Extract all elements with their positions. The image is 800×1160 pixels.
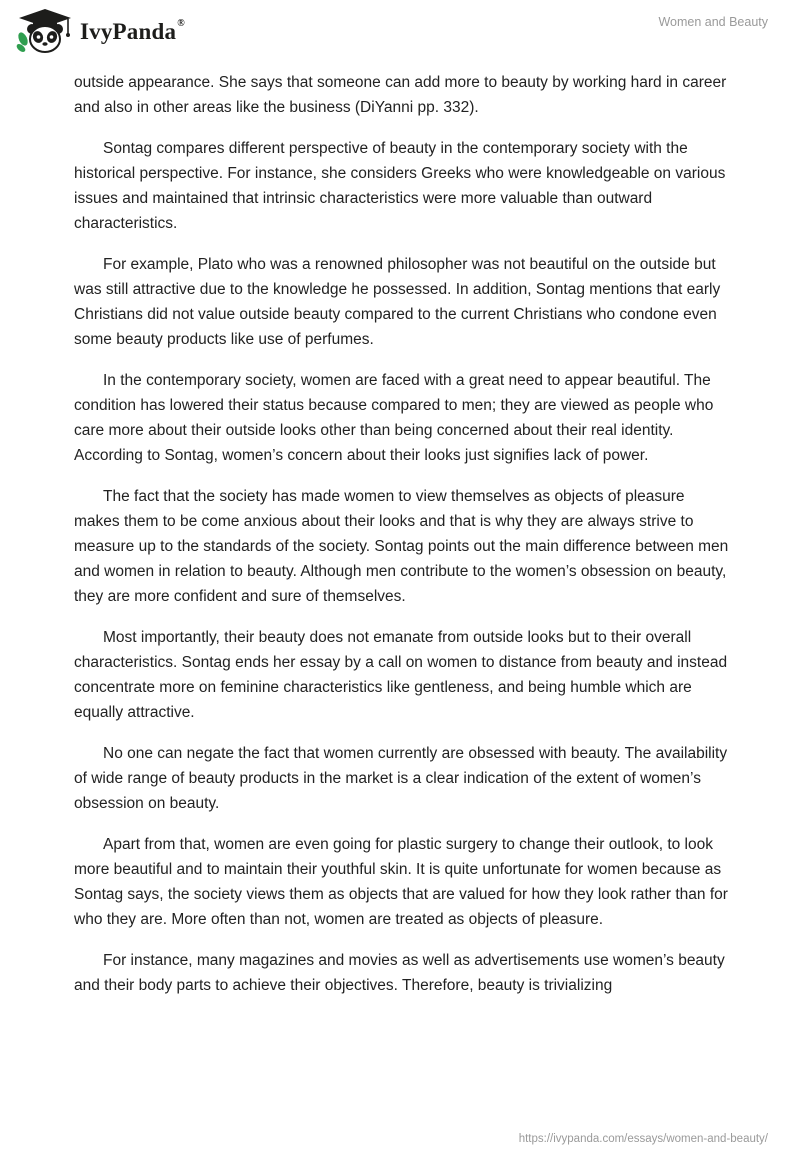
paragraph: No one can negate the fact that women currently are obsessed with beauty. The availability of wide range of beauty products in the market is a clear indication of the extent of women’s obsession on beauty.: [74, 745, 728, 812]
paragraph: For example, Plato who was a renowned philosopher was not beautiful on the outside but was still attractive due to the knowledge he possessed. In addition, Sontag mentions that early Christians did not value outside beauty compared to the current Christians who condone even some beauty products like use of perfumes.: [74, 256, 721, 348]
paragraph-continuation: outside appearance. She says that someone can add more to beauty by working hard in career and also in other areas like the business (DiYanni pp. 332).: [74, 74, 727, 116]
paragraph: For instance, many magazines and movies as well as advertisements use women’s beauty and their body parts to achieve their objectives. Therefore, beauty is trivializing: [74, 952, 725, 994]
paragraph: Apart from that, women are even going for plastic surgery to change their outlook, to look more beautiful and to maintain their youthful skin. It is quite unfortunate for women because as Sontag says, the society views them as objects that are valued for how they look rather than for who they are. More often than not, women are treated as objects of pleasure.: [74, 836, 728, 928]
page-header: [0, 0, 800, 70]
paragraph: The fact that the society has made women to view themselves as objects of pleasure makes them to be come anxious about their looks and that is why they are always strive to measure up to the standards of the society. Sontag points out the main difference between men and women in relation to beauty. Although men contribute to the women’s obsession on beauty, they are more confident and sure of themselves.: [74, 488, 729, 605]
brand-wordmark: IvyPanda®: [80, 18, 185, 44]
essay-body: [74, 70, 734, 1014]
paragraph: In the contemporary society, women are faced with a great need to appear beautiful. The condition has lowered their status because compared to men; they are viewed as people who care more about their outside looks other than being concerned about their real identity. According to Sontag, women’s concern about their looks just signifies lack of power.: [74, 372, 714, 464]
ivypanda-logo[interactable]: [16, 7, 185, 55]
registered-mark: ®: [177, 18, 185, 30]
paragraph: Most importantly, their beauty does not emanate from outside looks but to their overall characteristics. Sontag ends her essay by a call on women to distance from beauty and instead concentrate more on feminine characteristics like gentleness, and being humble which are equally attractive.: [74, 629, 728, 721]
paragraph: Sontag compares different perspective of beauty in the contemporary society with the historical perspective. For instance, she considers Greeks who were knowledgeable on various issues and maintained that intrinsic characteristics were more valuable than outward characteristics.: [74, 140, 726, 232]
panda-graduate-icon: [16, 8, 74, 54]
document-title: Women and Beauty: [658, 15, 768, 29]
source-url[interactable]: https://ivypanda.com/essays/women-and-beauty/: [518, 1133, 768, 1145]
